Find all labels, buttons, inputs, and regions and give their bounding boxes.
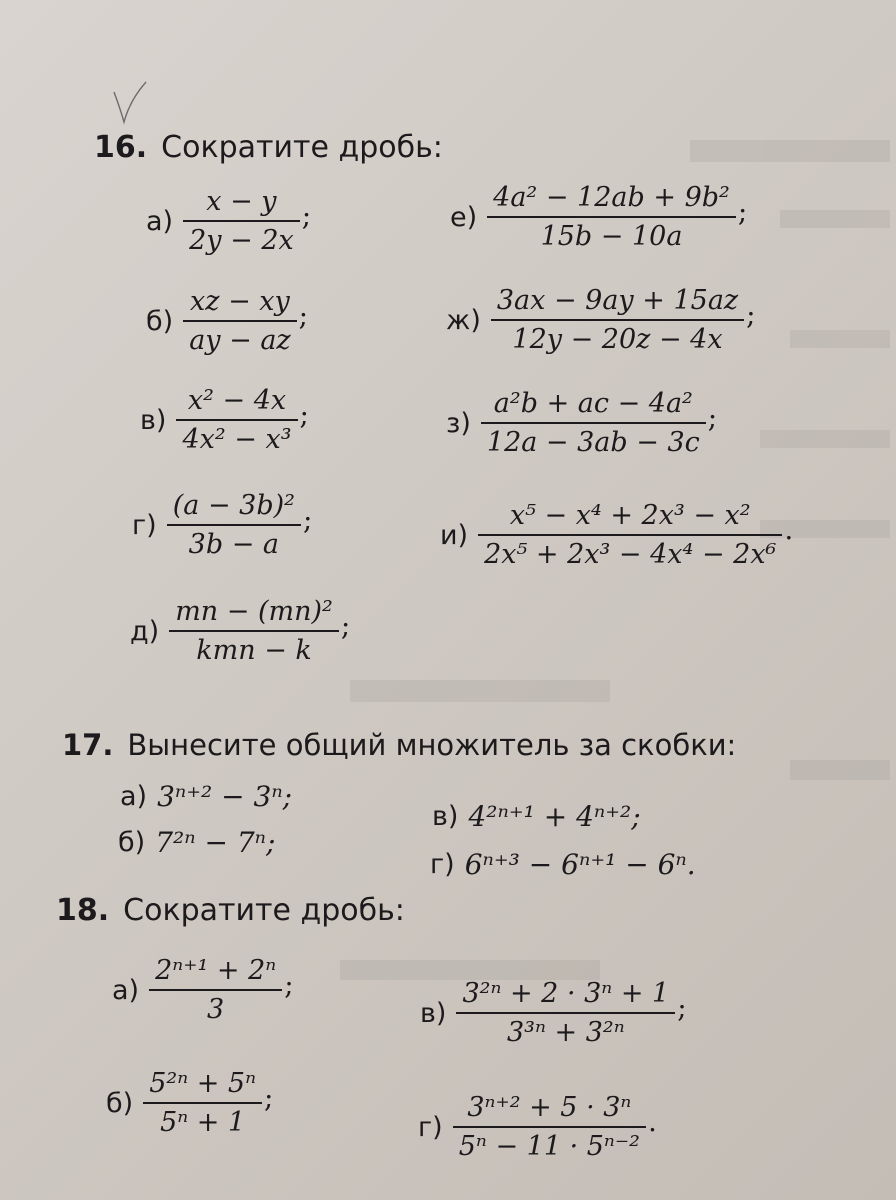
task-17-item-a — [120, 780, 292, 813]
fraction — [481, 388, 706, 458]
task-16-item-e — [450, 182, 747, 252]
numerator: 5²ⁿ + 5ⁿ — [149, 1068, 257, 1099]
punctuation: ; — [284, 968, 294, 1001]
item-label: б) — [146, 305, 174, 337]
fraction — [183, 186, 300, 256]
item-label: г) — [418, 1111, 443, 1143]
task-17-item-g — [430, 848, 696, 881]
punctuation: ; — [746, 298, 756, 331]
punctuation: ; — [299, 398, 309, 431]
task-17-item-v — [432, 800, 641, 833]
item-label: д) — [130, 615, 160, 647]
numerator: 2ⁿ⁺¹ + 2ⁿ — [155, 955, 277, 986]
punctuation: ; — [301, 199, 312, 232]
punctuation: . — [647, 1105, 657, 1138]
task-title: Сократите дробь: — [123, 893, 405, 928]
expression: 4²ⁿ⁺¹ + 4ⁿ⁺²; — [468, 800, 641, 833]
task-16-item-b — [146, 286, 308, 356]
task-16-item-i — [440, 500, 793, 570]
numerator: 3²ⁿ + 2 · 3ⁿ + 1 — [462, 978, 670, 1009]
punctuation: ; — [302, 503, 313, 536]
numerator: 4a² − 12ab + 9b² — [493, 182, 730, 213]
task-16-item-z — [446, 388, 717, 458]
fraction — [176, 385, 297, 455]
numerator: a²b + ac − 4a² — [493, 388, 693, 419]
fraction — [183, 286, 296, 356]
task-17-heading — [62, 728, 736, 762]
denominator: 4x² − x³ — [182, 424, 292, 455]
denominator: 15b − 10a — [540, 221, 683, 252]
numerator: mn − (mn)² — [175, 596, 333, 627]
numerator: xz − xy — [190, 286, 290, 317]
item-label: и) — [440, 519, 469, 551]
fraction — [478, 500, 782, 570]
fraction — [149, 955, 282, 1025]
task-title: Вынесите общий множитель за скобки: — [127, 728, 737, 762]
numerator: x⁵ − x⁴ + 2x³ − x² — [509, 500, 751, 531]
fraction — [456, 978, 675, 1048]
punctuation: ; — [340, 609, 351, 642]
task-16-item-a — [146, 186, 311, 256]
task-16-item-d — [130, 596, 350, 666]
item-label: з) — [446, 407, 471, 439]
item-label: г) — [132, 509, 157, 541]
numerator: (a − 3b)² — [172, 490, 295, 521]
task-18-item-b — [106, 1068, 273, 1138]
item-label: ж) — [446, 304, 481, 336]
task-16-item-zh — [446, 285, 756, 355]
task-number: 18. — [56, 893, 110, 928]
item-label: г) — [430, 849, 455, 880]
task-16-item-v — [140, 385, 309, 455]
denominator: 12a − 3ab − 3c — [486, 427, 700, 458]
denominator: 2y − 2x — [189, 225, 294, 256]
item-label: в) — [432, 801, 459, 832]
denominator: 3 — [207, 994, 225, 1025]
item-label: в) — [420, 997, 447, 1029]
task-18-heading — [56, 893, 405, 928]
punctuation: ; — [264, 1081, 274, 1114]
punctuation: ; — [298, 299, 309, 332]
expression: 7²ⁿ − 7ⁿ; — [155, 826, 276, 859]
item-label: б) — [106, 1087, 134, 1119]
punctuation: . — [784, 513, 794, 546]
numerator: 3ⁿ⁺² + 5 · 3ⁿ — [467, 1092, 632, 1123]
item-label: а) — [120, 781, 148, 812]
item-label: е) — [450, 201, 478, 233]
item-label: а) — [112, 974, 140, 1006]
punctuation: ; — [737, 195, 748, 228]
punctuation: ; — [707, 401, 718, 434]
fraction — [491, 285, 744, 355]
fraction — [143, 1068, 262, 1138]
item-label: б) — [118, 827, 146, 858]
task-title: Сократите дробь: — [161, 130, 443, 165]
fraction — [453, 1092, 646, 1162]
numerator: x² − 4x — [187, 385, 287, 416]
fraction — [167, 490, 301, 560]
denominator: 3b − a — [188, 529, 280, 560]
task-16-item-g — [132, 490, 312, 560]
denominator: ay − az — [189, 325, 291, 356]
numerator: x − y — [206, 186, 277, 217]
item-label: в) — [140, 404, 167, 436]
task-16-heading — [94, 130, 443, 165]
numerator: 3ax − 9ay + 15az — [496, 285, 739, 316]
denominator: 5ⁿ + 1 — [160, 1107, 246, 1138]
task-18-item-g — [418, 1092, 657, 1162]
denominator: kmn − k — [196, 635, 312, 666]
fraction — [487, 182, 736, 252]
item-label: а) — [146, 205, 174, 237]
task-18-item-v — [420, 978, 687, 1048]
task-17-item-b — [118, 826, 275, 859]
denominator: 2x⁵ + 2x³ − 4x⁴ − 2x⁶ — [484, 539, 777, 570]
denominator: 5ⁿ − 11 · 5ⁿ⁻² — [458, 1131, 640, 1162]
denominator: 3³ⁿ + 3²ⁿ — [506, 1017, 625, 1048]
task-number: 16. — [94, 130, 148, 165]
punctuation: ; — [677, 991, 687, 1024]
denominator: 12y − 20z − 4x — [512, 324, 723, 355]
task-18-item-a — [112, 955, 294, 1025]
expression: 6ⁿ⁺³ − 6ⁿ⁺¹ − 6ⁿ. — [464, 848, 696, 881]
expression: 3ⁿ⁺² − 3ⁿ; — [157, 780, 293, 813]
fraction — [169, 596, 339, 666]
task-number: 17. — [62, 728, 114, 762]
check-mark — [110, 78, 150, 128]
